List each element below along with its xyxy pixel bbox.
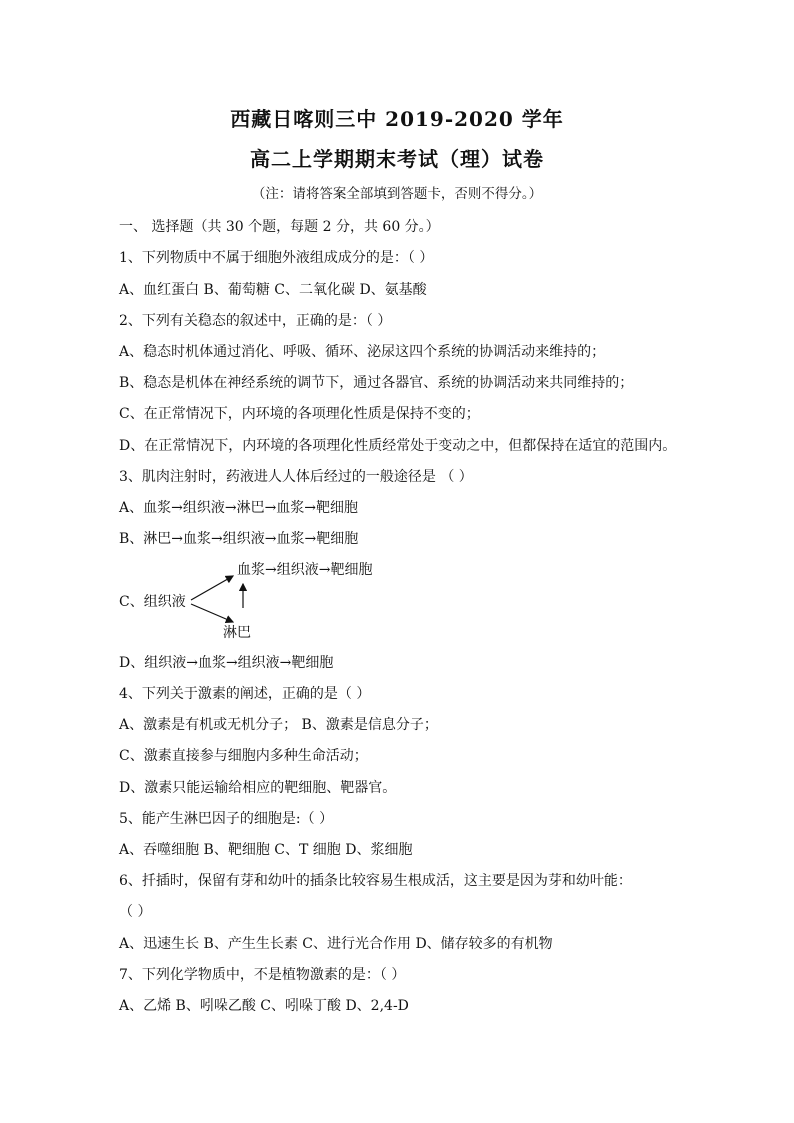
question-2-stem: 2、下列有关稳态的叙述中，正确的是：（ ）: [119, 313, 392, 329]
question-7-stem: 7、下列化学物质中，不是植物激素的是：（ ）: [119, 967, 406, 983]
question-3-option-b: B、淋巴→血浆→组织液→血浆→靶细胞: [119, 531, 359, 547]
question-3-stem: 3、肌肉注射时，药液进人人体后经过的一般途径是 （ ）: [119, 469, 473, 485]
section-heading: 一、 选择题（共 30 个题，每题 2 分，共 60 分。）: [119, 219, 440, 235]
question-2-option-d: D、在正常情况下，内环境的各项理化性质经常处于变动之中，但都保持在适宜的范围内。: [119, 438, 677, 454]
question-4-option-d: D、激素只能运输给相应的靶细胞、靶器官。: [119, 780, 397, 796]
question-6-stem: 6、扦插时，保留有芽和幼叶的插条比较容易生根成活，这主要是因为芽和幼叶能：: [119, 873, 632, 889]
question-6-options: A、迅速生长 B、产生生长素 C、进行光合作用 D、储存较多的有机物: [119, 936, 553, 952]
question-4-option-c: C、激素直接参与细胞内多种生命活动；: [119, 748, 368, 764]
question-3-option-c-bottom-path: 淋巴: [223, 625, 251, 641]
question-6-paren: （ ）: [119, 904, 152, 920]
question-5-options: A、吞噬细胞 B、靶细胞 C、T 细胞 D、浆细胞: [119, 842, 413, 858]
question-3-option-a: A、血浆→组织液→淋巴→血浆→靶细胞: [119, 500, 359, 516]
question-2-option-a: A、稳态时机体通过消化、呼吸、循环、泌尿这四个系统的协调活动来维持的；: [119, 344, 606, 360]
exam-title-line1: 西藏日喀则三中 2019-2020 学年: [230, 107, 564, 131]
question-5-stem: 5、能产生淋巴因子的细胞是:（ ）: [119, 811, 334, 827]
question-2-option-c: C、在正常情况下，内环境的各项理化性质是保持不变的；: [119, 406, 480, 422]
question-3-option-c-top-path: 血浆→组织液→靶细胞: [237, 562, 373, 578]
arrow-to-lymph: [191, 604, 233, 622]
question-3-option-c-diagram: [119, 556, 439, 646]
question-4-stem: 4、下列关于激素的阐述，正确的是（ ）: [119, 686, 371, 702]
question-1-stem: 1、下列物质中不属于细胞外液组成成分的是：（ ）: [119, 250, 434, 266]
question-3-option-c-label: C、组织液: [119, 594, 186, 610]
question-2-option-b: B、稳态是机体在神经系统的调节下，通过各器官、系统的协调活动来共同维持的；: [119, 375, 634, 391]
arrow-to-plasma: [191, 576, 233, 600]
question-1-options: A、血红蛋白 B、葡萄糖 C、二氧化碳 D、氨基酸: [119, 282, 427, 298]
question-7-options: A、乙烯 B、吲哚乙酸 C、吲哚丁酸 D、2,4-D: [119, 998, 409, 1014]
exam-title-line2: 高二上学期期末考试（理）试卷: [250, 147, 544, 171]
question-3-option-d: D、组织液→血浆→组织液→靶细胞: [119, 655, 334, 671]
exam-note: （注：请将答案全部填到答题卡，否则不得分。）: [251, 186, 543, 202]
question-4-option-ab: A、激素是有机或无机分子； B、激素是信息分子；: [119, 717, 438, 733]
